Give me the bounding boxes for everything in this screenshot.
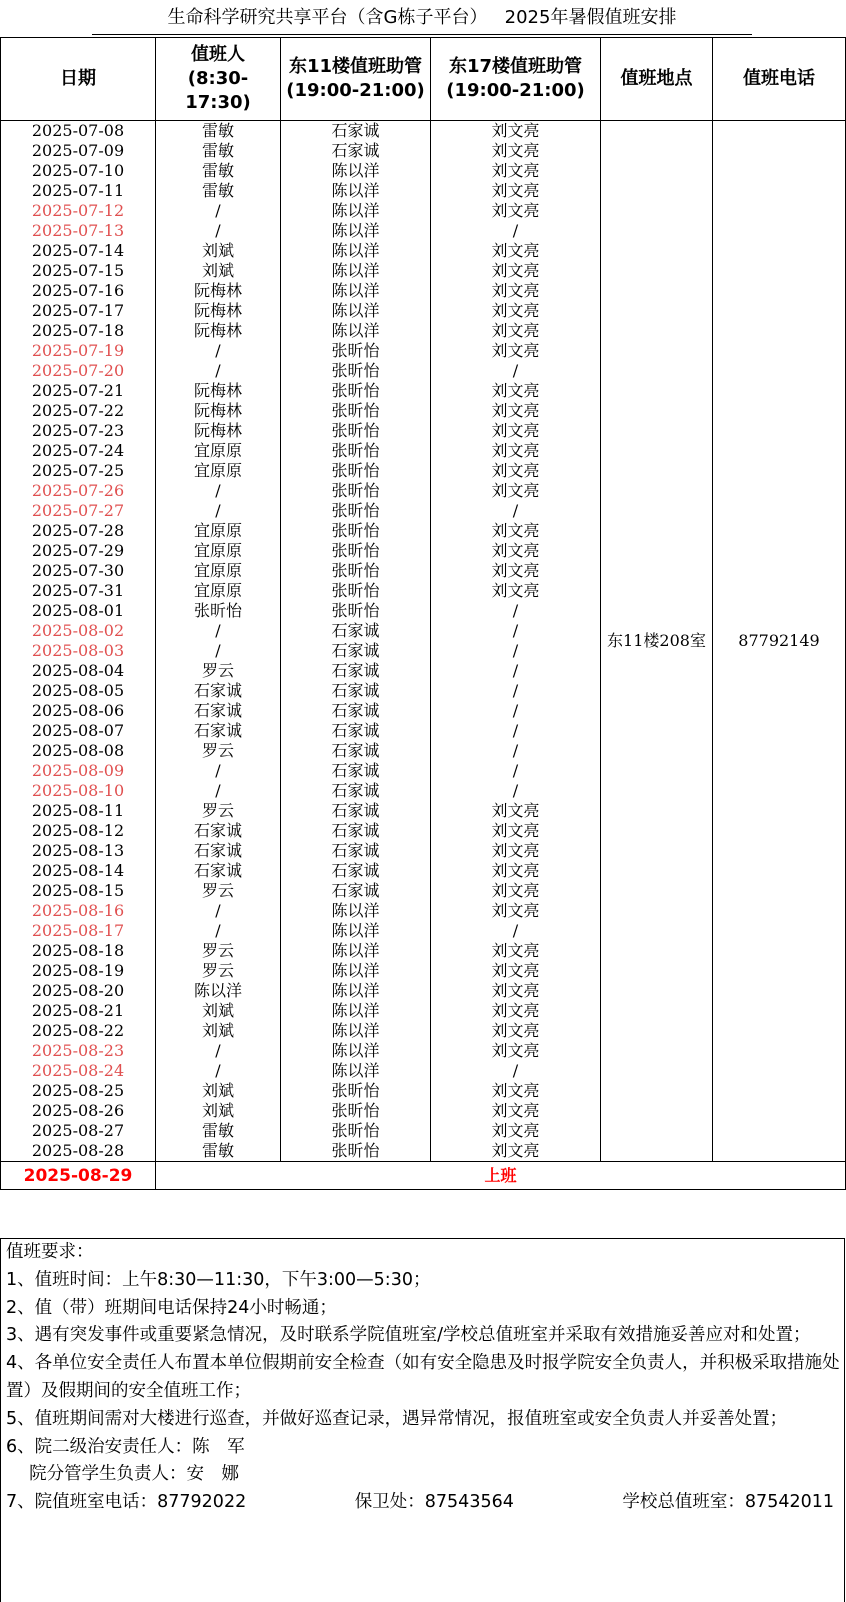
table-header-row — [1, 38, 846, 121]
day-duty-cell: 宜原原 — [156, 581, 281, 601]
final-row — [1, 1162, 846, 1190]
day-duty-cell: / — [156, 341, 281, 361]
day-duty-cell: 罗云 — [156, 741, 281, 761]
day-duty-cell: / — [156, 901, 281, 921]
east17-duty-cell: 刘文亮 — [431, 281, 601, 301]
day-duty-cell: 刘斌 — [156, 1081, 281, 1101]
east11-duty-cell: 石家诚 — [281, 621, 431, 641]
east17-duty-cell: 刘文亮 — [431, 881, 601, 901]
east11-duty-cell: 陈以洋 — [281, 241, 431, 261]
east11-duty-cell: 石家诚 — [281, 721, 431, 741]
day-duty-cell: 刘斌 — [156, 1101, 281, 1121]
east11-duty-cell: 石家诚 — [281, 821, 431, 841]
east11-duty-cell: 石家诚 — [281, 121, 431, 142]
header-east17: 东17楼值班助管(19:00-21:00) — [431, 38, 601, 121]
day-duty-cell: 雷敏 — [156, 121, 281, 142]
east11-duty-cell: 陈以洋 — [281, 321, 431, 341]
day-duty-cell: / — [156, 1061, 281, 1081]
date-cell: 2025-08-21 — [1, 1001, 156, 1021]
date-cell: 2025-07-28 — [1, 521, 156, 541]
date-cell: 2025-08-23 — [1, 1041, 156, 1061]
east17-duty-cell: 刘文亮 — [431, 801, 601, 821]
day-duty-cell: 宜原原 — [156, 561, 281, 581]
day-duty-cell: / — [156, 1041, 281, 1061]
day-duty-cell: / — [156, 761, 281, 781]
east17-duty-cell: 刘文亮 — [431, 161, 601, 181]
day-duty-cell: 雷敏 — [156, 181, 281, 201]
east11-duty-cell: 石家诚 — [281, 841, 431, 861]
date-cell: 2025-07-20 — [1, 361, 156, 381]
east11-duty-cell: 张昕怡 — [281, 541, 431, 561]
date-cell: 2025-08-24 — [1, 1061, 156, 1081]
day-duty-cell: 阮梅林 — [156, 281, 281, 301]
east17-duty-cell: 刘文亮 — [431, 441, 601, 461]
east17-duty-cell: 刘文亮 — [431, 121, 601, 142]
day-duty-cell: 石家诚 — [156, 701, 281, 721]
east11-duty-cell: 张昕怡 — [281, 521, 431, 541]
east11-duty-cell: 张昕怡 — [281, 361, 431, 381]
date-cell: 2025-08-03 — [1, 641, 156, 661]
date-cell: 2025-07-31 — [1, 581, 156, 601]
header-location: 值班地点 — [601, 38, 713, 121]
east17-duty-cell: 刘文亮 — [431, 241, 601, 261]
east11-duty-cell: 张昕怡 — [281, 421, 431, 441]
date-cell: 2025-07-09 — [1, 141, 156, 161]
day-duty-cell: 雷敏 — [156, 1121, 281, 1141]
east11-duty-cell: 陈以洋 — [281, 901, 431, 921]
east11-duty-cell: 石家诚 — [281, 881, 431, 901]
east17-duty-cell: 刘文亮 — [431, 821, 601, 841]
east17-duty-cell: 刘文亮 — [431, 581, 601, 601]
east11-duty-cell: 张昕怡 — [281, 581, 431, 601]
date-cell: 2025-08-22 — [1, 1021, 156, 1041]
east17-duty-cell: / — [431, 621, 601, 641]
east11-duty-cell: 陈以洋 — [281, 281, 431, 301]
day-duty-cell: 刘斌 — [156, 1001, 281, 1021]
day-duty-cell: 刘斌 — [156, 261, 281, 281]
date-cell: 2025-07-24 — [1, 441, 156, 461]
day-duty-cell: / — [156, 481, 281, 501]
east11-duty-cell: 张昕怡 — [281, 1121, 431, 1141]
east11-duty-cell: 陈以洋 — [281, 221, 431, 241]
day-duty-cell: 宜原原 — [156, 461, 281, 481]
east17-duty-cell: / — [431, 761, 601, 781]
date-cell: 2025-08-01 — [1, 601, 156, 621]
day-duty-cell: 石家诚 — [156, 861, 281, 881]
day-duty-cell: 刘斌 — [156, 1021, 281, 1041]
day-duty-cell: 张昕怡 — [156, 601, 281, 621]
day-duty-cell: 宜原原 — [156, 521, 281, 541]
date-cell: 2025-08-06 — [1, 701, 156, 721]
east11-duty-cell: 陈以洋 — [281, 981, 431, 1001]
day-duty-cell: 罗云 — [156, 661, 281, 681]
notes-item-2: 2、值（带）班期间电话保持24小时畅通； — [6, 1297, 337, 1318]
day-duty-cell: 阮梅林 — [156, 381, 281, 401]
east17-duty-cell: / — [431, 641, 601, 661]
day-duty-cell: 阮梅林 — [156, 301, 281, 321]
east17-duty-cell: / — [431, 601, 601, 621]
day-duty-cell: / — [156, 641, 281, 661]
east11-duty-cell: 张昕怡 — [281, 501, 431, 521]
east11-duty-cell: 陈以洋 — [281, 941, 431, 961]
date-cell: 2025-08-20 — [1, 981, 156, 1001]
east11-duty-cell: 陈以洋 — [281, 1041, 431, 1061]
east17-duty-cell: 刘文亮 — [431, 521, 601, 541]
day-duty-cell: 罗云 — [156, 961, 281, 981]
notes-item-7 — [6, 1489, 844, 1517]
east11-duty-cell: 张昕怡 — [281, 1081, 431, 1101]
day-duty-cell: / — [156, 201, 281, 221]
date-cell: 2025-07-16 — [1, 281, 156, 301]
date-cell: 2025-08-15 — [1, 881, 156, 901]
date-cell: 2025-08-19 — [1, 961, 156, 981]
east11-duty-cell: 石家诚 — [281, 761, 431, 781]
east17-duty-cell: 刘文亮 — [431, 181, 601, 201]
east17-duty-cell: 刘文亮 — [431, 1141, 601, 1162]
east11-duty-cell: 张昕怡 — [281, 561, 431, 581]
east11-duty-cell: 石家诚 — [281, 641, 431, 661]
date-cell: 2025-07-29 — [1, 541, 156, 561]
date-cell: 2025-07-26 — [1, 481, 156, 501]
day-duty-cell: / — [156, 501, 281, 521]
east17-duty-cell: / — [431, 501, 601, 521]
security-office-phone: 保卫处：87543564 — [354, 1492, 514, 1513]
day-duty-cell: 阮梅林 — [156, 421, 281, 441]
date-cell: 2025-07-17 — [1, 301, 156, 321]
east17-duty-cell: / — [431, 1061, 601, 1081]
schedule-rows — [1, 121, 846, 1190]
final-date: 2025-08-29 — [1, 1162, 156, 1190]
day-duty-cell: 石家诚 — [156, 721, 281, 741]
day-duty-cell: 阮梅林 — [156, 401, 281, 421]
date-cell: 2025-08-28 — [1, 1141, 156, 1162]
day-duty-cell: 宜原原 — [156, 541, 281, 561]
east17-duty-cell: 刘文亮 — [431, 541, 601, 561]
east17-duty-cell: 刘文亮 — [431, 481, 601, 501]
date-cell: 2025-08-14 — [1, 861, 156, 881]
final-note: 上班 — [156, 1162, 846, 1190]
east17-duty-cell: 刘文亮 — [431, 941, 601, 961]
east11-duty-cell: 陈以洋 — [281, 921, 431, 941]
day-duty-cell: 罗云 — [156, 881, 281, 901]
east11-duty-cell: 陈以洋 — [281, 261, 431, 281]
college-duty-phone: 7、院值班室电话：87792022 — [6, 1492, 247, 1513]
east17-duty-cell: 刘文亮 — [431, 401, 601, 421]
date-cell: 2025-08-10 — [1, 781, 156, 801]
date-cell: 2025-08-17 — [1, 921, 156, 941]
page-title: 生命科学研究共享平台（含G栋子平台） 2025年暑假值班安排 — [92, 0, 752, 35]
day-duty-cell: 石家诚 — [156, 841, 281, 861]
notes-item-4: 4、各单位安全责任人布置本单位假期前安全检查（如有安全隐患及时报学院安全负责人，并积极采取措施处置）及假期间的安全值班工作； — [6, 1353, 840, 1401]
date-cell: 2025-07-30 — [1, 561, 156, 581]
date-cell: 2025-07-18 — [1, 321, 156, 341]
header-phone: 值班电话 — [713, 38, 846, 121]
east17-duty-cell: 刘文亮 — [431, 861, 601, 881]
day-duty-cell: / — [156, 781, 281, 801]
date-cell: 2025-08-18 — [1, 941, 156, 961]
date-cell: 2025-08-25 — [1, 1081, 156, 1101]
east17-duty-cell: 刘文亮 — [431, 841, 601, 861]
date-cell: 2025-08-02 — [1, 621, 156, 641]
date-cell: 2025-07-14 — [1, 241, 156, 261]
east11-duty-cell: 张昕怡 — [281, 461, 431, 481]
east11-duty-cell: 陈以洋 — [281, 161, 431, 181]
east17-duty-cell: 刘文亮 — [431, 421, 601, 441]
east17-duty-cell: 刘文亮 — [431, 261, 601, 281]
east11-duty-cell: 石家诚 — [281, 661, 431, 681]
date-cell: 2025-08-27 — [1, 1121, 156, 1141]
day-duty-cell: 石家诚 — [156, 681, 281, 701]
day-duty-cell: 刘斌 — [156, 241, 281, 261]
day-duty-cell: / — [156, 221, 281, 241]
day-duty-cell: 石家诚 — [156, 821, 281, 841]
date-cell: 2025-08-05 — [1, 681, 156, 701]
east17-duty-cell: 刘文亮 — [431, 1041, 601, 1061]
notes-heading: 值班要求： — [6, 1242, 94, 1262]
east17-duty-cell: 刘文亮 — [431, 561, 601, 581]
east17-duty-cell: / — [431, 721, 601, 741]
east11-duty-cell: 陈以洋 — [281, 1021, 431, 1041]
east17-duty-cell: / — [431, 741, 601, 761]
east11-duty-cell: 陈以洋 — [281, 201, 431, 221]
notes-item-6a: 6、院二级治安责任人：陈 军 — [6, 1436, 245, 1457]
east17-duty-cell: 刘文亮 — [431, 201, 601, 221]
date-cell: 2025-07-15 — [1, 261, 156, 281]
date-cell: 2025-07-27 — [1, 501, 156, 521]
east11-duty-cell: 陈以洋 — [281, 1001, 431, 1021]
header-duty-day: 值班人(8:30-17:30) — [156, 38, 281, 121]
date-cell: 2025-07-12 — [1, 201, 156, 221]
east17-duty-cell: 刘文亮 — [431, 461, 601, 481]
day-duty-cell: / — [156, 361, 281, 381]
notes-item-3: 3、遇有突发事件或重要紧急情况，及时联系学院值班室/学校总值班室并采取有效措施妥善应对和处置； — [6, 1325, 811, 1346]
day-duty-cell: 雷敏 — [156, 141, 281, 161]
date-cell: 2025-07-19 — [1, 341, 156, 361]
east17-duty-cell: / — [431, 661, 601, 681]
east11-duty-cell: 张昕怡 — [281, 481, 431, 501]
east11-duty-cell: 石家诚 — [281, 801, 431, 821]
date-cell: 2025-08-04 — [1, 661, 156, 681]
duty-location: 东11楼208室 — [601, 121, 713, 1162]
date-cell: 2025-07-10 — [1, 161, 156, 181]
east11-duty-cell: 张昕怡 — [281, 341, 431, 361]
date-cell: 2025-08-13 — [1, 841, 156, 861]
date-cell: 2025-08-11 — [1, 801, 156, 821]
day-duty-cell: / — [156, 621, 281, 641]
east17-duty-cell: / — [431, 921, 601, 941]
day-duty-cell: 陈以洋 — [156, 981, 281, 1001]
date-cell: 2025-08-09 — [1, 761, 156, 781]
duty-phone: 87792149 — [713, 121, 846, 1162]
east11-duty-cell: 石家诚 — [281, 861, 431, 881]
east17-duty-cell: / — [431, 701, 601, 721]
notes-item-6b: 院分管学生负责人：安 娜 — [6, 1464, 240, 1485]
east17-duty-cell: 刘文亮 — [431, 1101, 601, 1121]
east11-duty-cell: 石家诚 — [281, 141, 431, 161]
date-cell: 2025-07-13 — [1, 221, 156, 241]
east11-duty-cell: 张昕怡 — [281, 601, 431, 621]
east17-duty-cell: / — [431, 221, 601, 241]
date-cell: 2025-08-16 — [1, 901, 156, 921]
header-east11: 东11楼值班助管(19:00-21:00) — [281, 38, 431, 121]
east11-duty-cell: 张昕怡 — [281, 1101, 431, 1121]
date-cell: 2025-07-22 — [1, 401, 156, 421]
date-cell: 2025-07-23 — [1, 421, 156, 441]
east11-duty-cell: 石家诚 — [281, 681, 431, 701]
east17-duty-cell: 刘文亮 — [431, 1081, 601, 1101]
table-row — [1, 121, 846, 142]
date-cell: 2025-08-07 — [1, 721, 156, 741]
east11-duty-cell: 石家诚 — [281, 741, 431, 761]
east11-duty-cell: 石家诚 — [281, 781, 431, 801]
east17-duty-cell: 刘文亮 — [431, 981, 601, 1001]
east17-duty-cell: 刘文亮 — [431, 1021, 601, 1041]
header-date: 日期 — [1, 38, 156, 121]
day-duty-cell: 罗云 — [156, 941, 281, 961]
east17-duty-cell: 刘文亮 — [431, 321, 601, 341]
date-cell: 2025-08-08 — [1, 741, 156, 761]
east11-duty-cell: 陈以洋 — [281, 961, 431, 981]
date-cell: 2025-07-21 — [1, 381, 156, 401]
school-duty-phone: 学校总值班室：87542011 — [622, 1492, 834, 1513]
east11-duty-cell: 张昕怡 — [281, 381, 431, 401]
east11-duty-cell: 张昕怡 — [281, 401, 431, 421]
east11-duty-cell: 张昕怡 — [281, 441, 431, 461]
day-duty-cell: 阮梅林 — [156, 321, 281, 341]
east17-duty-cell: 刘文亮 — [431, 141, 601, 161]
date-cell: 2025-07-11 — [1, 181, 156, 201]
day-duty-cell: / — [156, 921, 281, 941]
east17-duty-cell: 刘文亮 — [431, 341, 601, 361]
day-duty-cell: 罗云 — [156, 801, 281, 821]
date-cell: 2025-07-25 — [1, 461, 156, 481]
duty-requirements — [0, 1238, 845, 1602]
east17-duty-cell: / — [431, 781, 601, 801]
east11-duty-cell: 陈以洋 — [281, 181, 431, 201]
east17-duty-cell: 刘文亮 — [431, 901, 601, 921]
east11-duty-cell: 陈以洋 — [281, 301, 431, 321]
notes-item-1: 1、值班时间：上午8:30—11:30，下午3:00—5:30； — [6, 1269, 431, 1290]
east17-duty-cell: 刘文亮 — [431, 1121, 601, 1141]
east17-duty-cell: 刘文亮 — [431, 381, 601, 401]
east17-duty-cell: 刘文亮 — [431, 1001, 601, 1021]
notes-item-5: 5、值班期间需对大楼进行巡查，并做好巡查记录，遇异常情况，报值班室或安全负责人并妥善处置； — [6, 1408, 788, 1429]
east17-duty-cell: 刘文亮 — [431, 961, 601, 981]
day-duty-cell: 雷敏 — [156, 1141, 281, 1162]
duty-schedule-table — [0, 37, 846, 1190]
east11-duty-cell: 石家诚 — [281, 701, 431, 721]
east11-duty-cell: 陈以洋 — [281, 1061, 431, 1081]
date-cell: 2025-07-08 — [1, 121, 156, 142]
date-cell: 2025-08-26 — [1, 1101, 156, 1121]
east17-duty-cell: 刘文亮 — [431, 301, 601, 321]
date-cell: 2025-08-12 — [1, 821, 156, 841]
east11-duty-cell: 张昕怡 — [281, 1141, 431, 1162]
east17-duty-cell: / — [431, 361, 601, 381]
day-duty-cell: 宜原原 — [156, 441, 281, 461]
east17-duty-cell: / — [431, 681, 601, 701]
day-duty-cell: 雷敏 — [156, 161, 281, 181]
